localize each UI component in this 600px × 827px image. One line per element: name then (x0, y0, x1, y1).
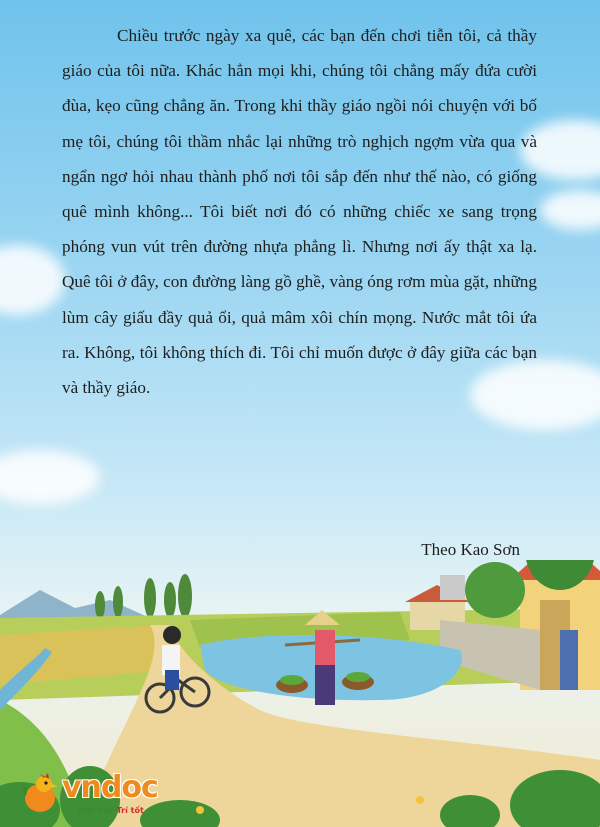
logo-tagline-red: Trí tốt (116, 806, 144, 815)
cloud-right (540, 190, 600, 230)
logo-wordmark: vndoc (62, 770, 158, 805)
cloud-lower-left (0, 450, 100, 505)
passage-credit: Theo Kao Sơn (421, 540, 520, 559)
passage-text: Chiều trước ngày xa quê, các bạn đến chơi tiễn tôi, cả thầy giáo của tôi nữa. Khác hẳn mọi khi, chúng tôi chẳng mấy đứa cười đùa, kẹo cũng chẳng ăn. Trong khi thầy giáo ngồi nói chuyện với bố mẹ tôi, chúng tôi thầm nhắc lại những trò nghịch ngợm vừa qua và ngẩn ngơ hỏi nhau thành phố nơi tôi sắp đến như thế nào, có giống quê mình không... Tôi biết nơi đó có những chiếc xe sang trọng phóng vun vút trên đường nhựa phẳng lì. Nhưng nơi ấy thật xa lạ. Quê tôi ở đây, con đường làng gồ ghề, vàng óng rơm mùa gặt, những lùm cây giấu đầy quả ổi, quả mâm xôi chín mọng. Nước mắt tôi ứa ra. Không, tôi không thích đi. Tôi chỉ muốn được ở đây giữa các bạn và thầy giáo. (62, 26, 537, 398)
logo-tagline-green: Học hay (78, 806, 114, 815)
rooster-icon (18, 770, 60, 816)
logo-tagline (78, 806, 144, 815)
vndoc-logo (18, 770, 168, 818)
passage (62, 18, 537, 405)
cloud-left (0, 245, 65, 315)
